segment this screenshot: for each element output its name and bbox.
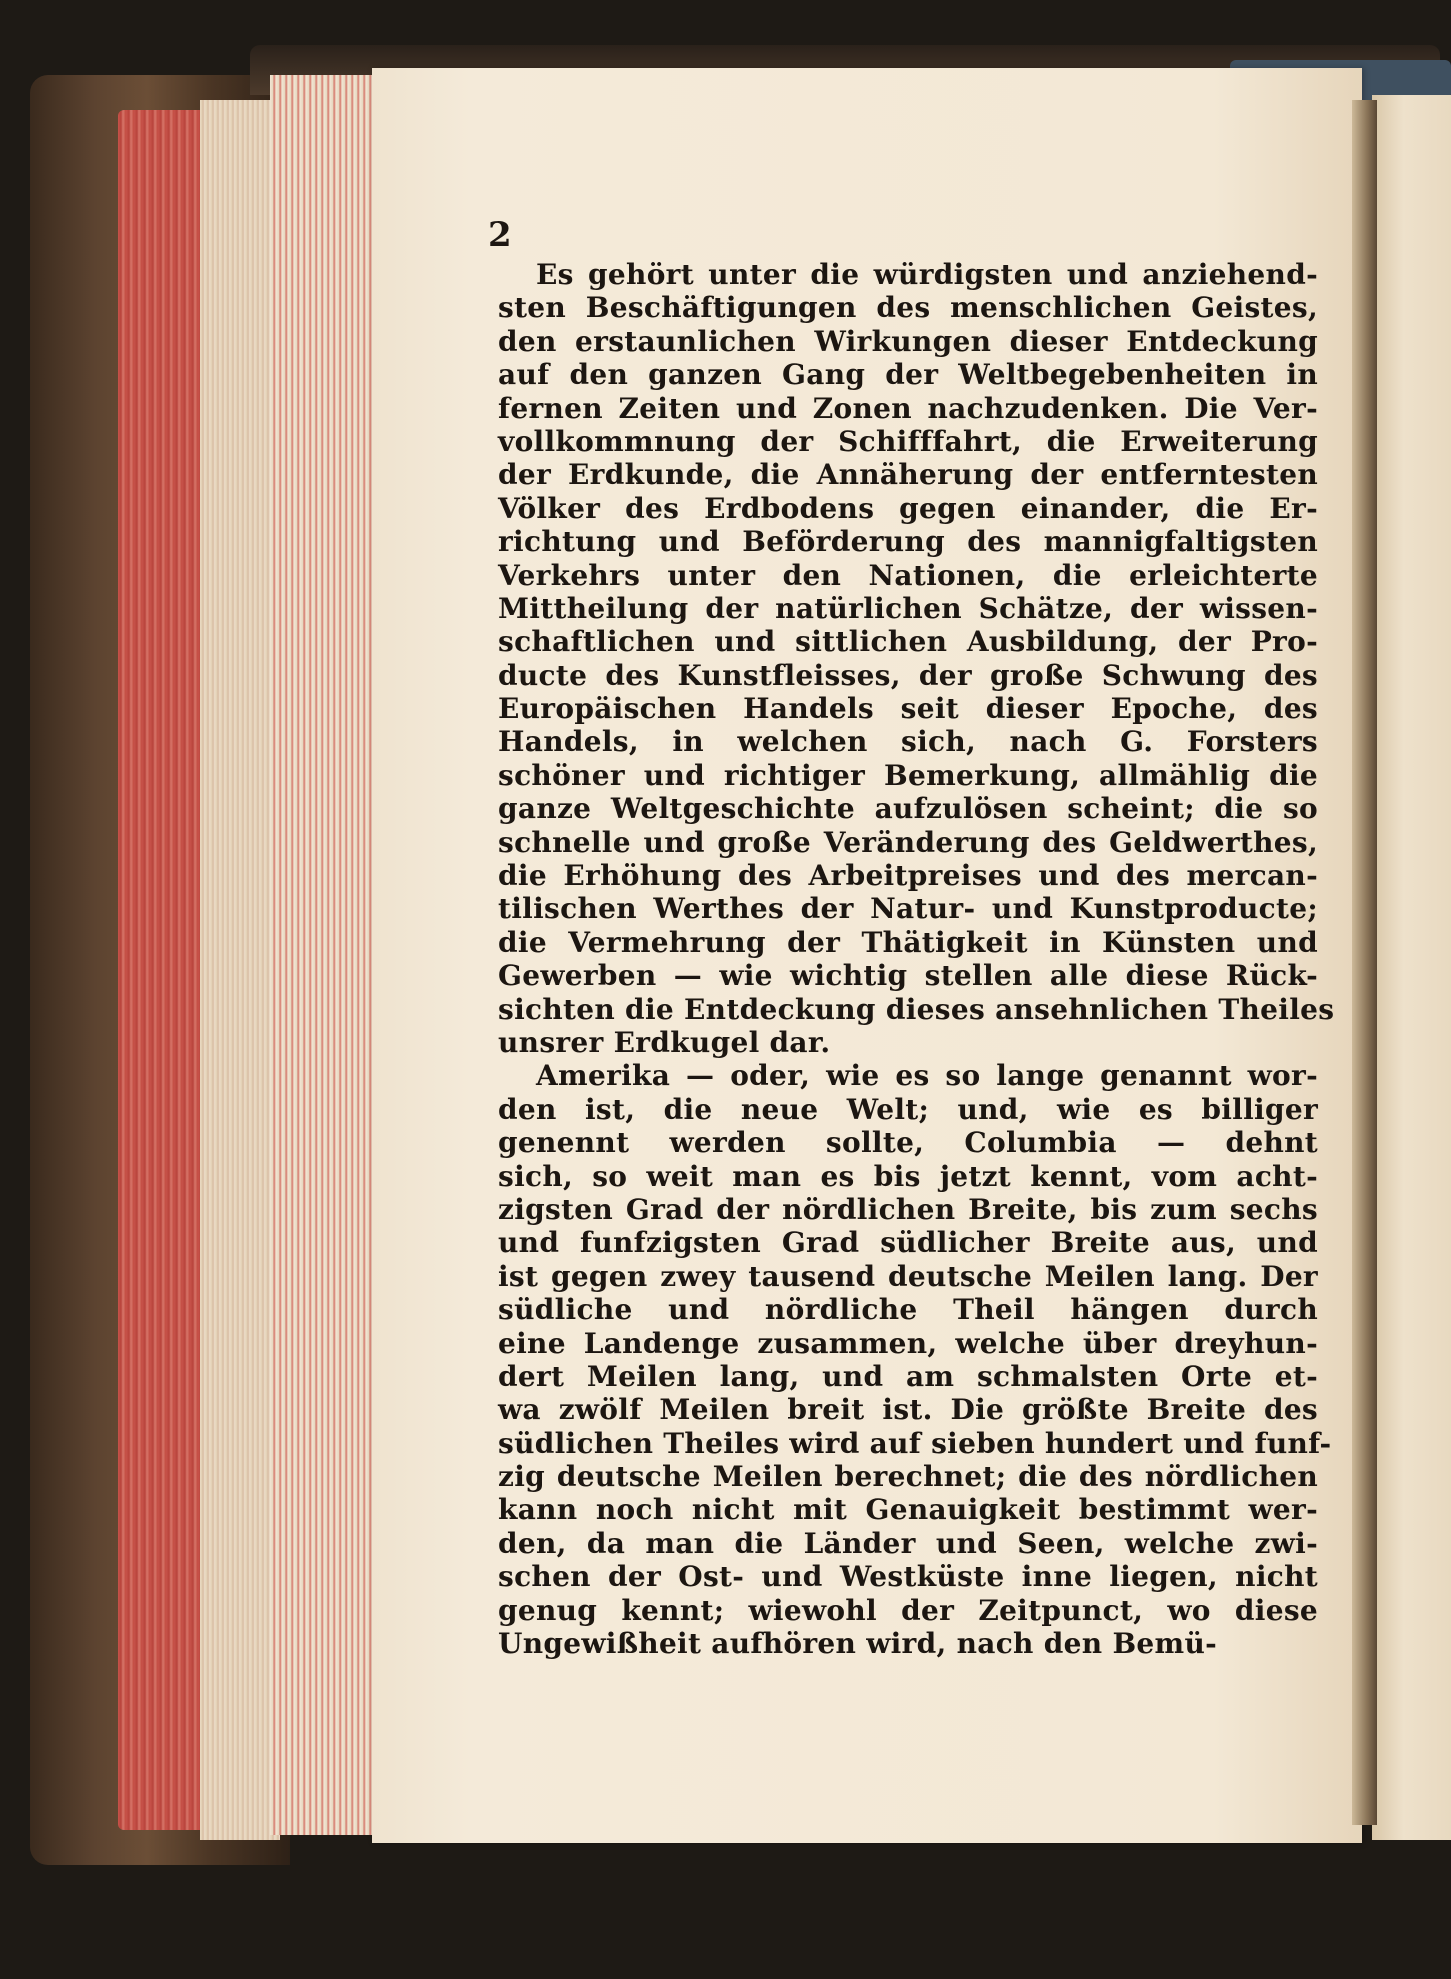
text-line: kann noch nicht mit Genauigkeit bestimmt wer- <box>498 1493 1318 1527</box>
text-line: Ungewißheit aufhören wird, nach den Bemü- <box>498 1627 1218 1661</box>
text-line: den erstaunlichen Wirkungen dieser Entdeckung <box>498 324 1318 358</box>
text-line: sich, so weit man es bis jetzt kennt, vom acht- <box>498 1159 1318 1193</box>
text-line: zigsten Grad der nördlichen Breite, bis zum sechs <box>498 1192 1318 1226</box>
text-line: Mittheilung der natürlichen Schätze, der wissen- <box>498 591 1318 625</box>
text-line: die Vermehrung der Thätigkeit in Künsten und <box>498 925 1318 959</box>
text-line: richtung und Beförderung des mannigfaltigsten <box>498 525 1318 559</box>
text-line: fernen Zeiten und Zonen nachzudenken. Die Ver- <box>498 391 1318 425</box>
page-gutter <box>1352 100 1377 1825</box>
text-line: Handels, in welchen sich, nach G. Forsters <box>498 725 1318 759</box>
text-line: Verkehrs unter den Nationen, die erleichterte <box>498 558 1318 592</box>
text-line: Amerika — oder, wie es so lange genannt wor- <box>536 1059 1318 1093</box>
text-line: und funfzigsten Grad südlicher Breite aus, und <box>498 1226 1318 1260</box>
page-edges-cream <box>200 100 280 1840</box>
text-line: die Erhöhung des Arbeitpreises und des mercan- <box>498 859 1318 893</box>
facing-page <box>1372 95 1451 1840</box>
text-line: schnelle und große Veränderung des Geldwerthes, <box>498 825 1318 859</box>
page-edges-red <box>118 110 208 1830</box>
text-line: südliche und nördliche Theil hängen durch <box>498 1293 1318 1327</box>
text-line: schaftlichen und sittlichen Ausbildung, der Pro- <box>498 625 1318 659</box>
text-line: der Erdkunde, die Annäherung der entferntesten <box>498 458 1318 492</box>
text-line: auf den ganzen Gang der Weltbegebenheiten in <box>498 358 1318 392</box>
text-line: schöner und richtiger Bemerkung, allmählig die <box>498 758 1318 792</box>
text-line: den ist, die neue Welt; und, wie es billiger <box>498 1092 1318 1126</box>
text-line: ducte des Kunstfleisses, der große Schwung des <box>498 658 1318 692</box>
page-text <box>498 258 1335 1661</box>
text-line: tilischen Werthes der Natur- und Kunstproducte; <box>498 892 1318 926</box>
text-line: schen der Ost- und Westküste inne liegen, nicht <box>498 1560 1318 1594</box>
text-line: ganze Weltgeschichte aufzulösen scheint; die so <box>498 792 1318 826</box>
text-line: zig deutsche Meilen berechnet; die des nördlichen <box>498 1460 1318 1494</box>
text-line: Europäischen Handels seit dieser Epoche, des <box>498 692 1318 726</box>
text-line: Völker des Erdbodens gegen einander, die Er- <box>498 491 1318 525</box>
text-line: den, da man die Länder und Seen, welche zwi- <box>498 1526 1318 1560</box>
text-line: dert Meilen lang, und am schmalsten Orte et- <box>498 1359 1318 1393</box>
text-line: genug kennt; wiewohl der Zeitpunct, wo diese <box>498 1593 1318 1627</box>
text-line: sten Beschäftigungen des menschlichen Geistes, <box>498 291 1318 325</box>
text-line: Es gehört unter die würdigsten und anziehend- <box>536 258 1318 291</box>
text-line: sichten die Entdeckung dieses ansehnlichen Theiles <box>498 992 1335 1026</box>
text-line: wa zwölf Meilen breit ist. Die größte Breite des <box>498 1393 1318 1427</box>
page-stack <box>270 75 375 1835</box>
text-line: vollkommnung der Schifffahrt, die Erweiterung <box>498 424 1318 458</box>
text-line: eine Landenge zusammen, welche über dreyhun- <box>498 1326 1318 1360</box>
text-line: genennt werden sollte, Columbia — dehnt <box>498 1126 1318 1160</box>
text-line: unsrer Erdkugel dar. <box>498 1025 831 1059</box>
page-number: 2 <box>488 215 512 255</box>
text-line: ist gegen zwey tausend deutsche Meilen lang. Der <box>498 1259 1318 1293</box>
text-line: südlichen Theiles wird auf sieben hundert und funf- <box>498 1426 1332 1460</box>
text-line: Gewerben — wie wichtig stellen alle diese Rück- <box>498 959 1318 993</box>
